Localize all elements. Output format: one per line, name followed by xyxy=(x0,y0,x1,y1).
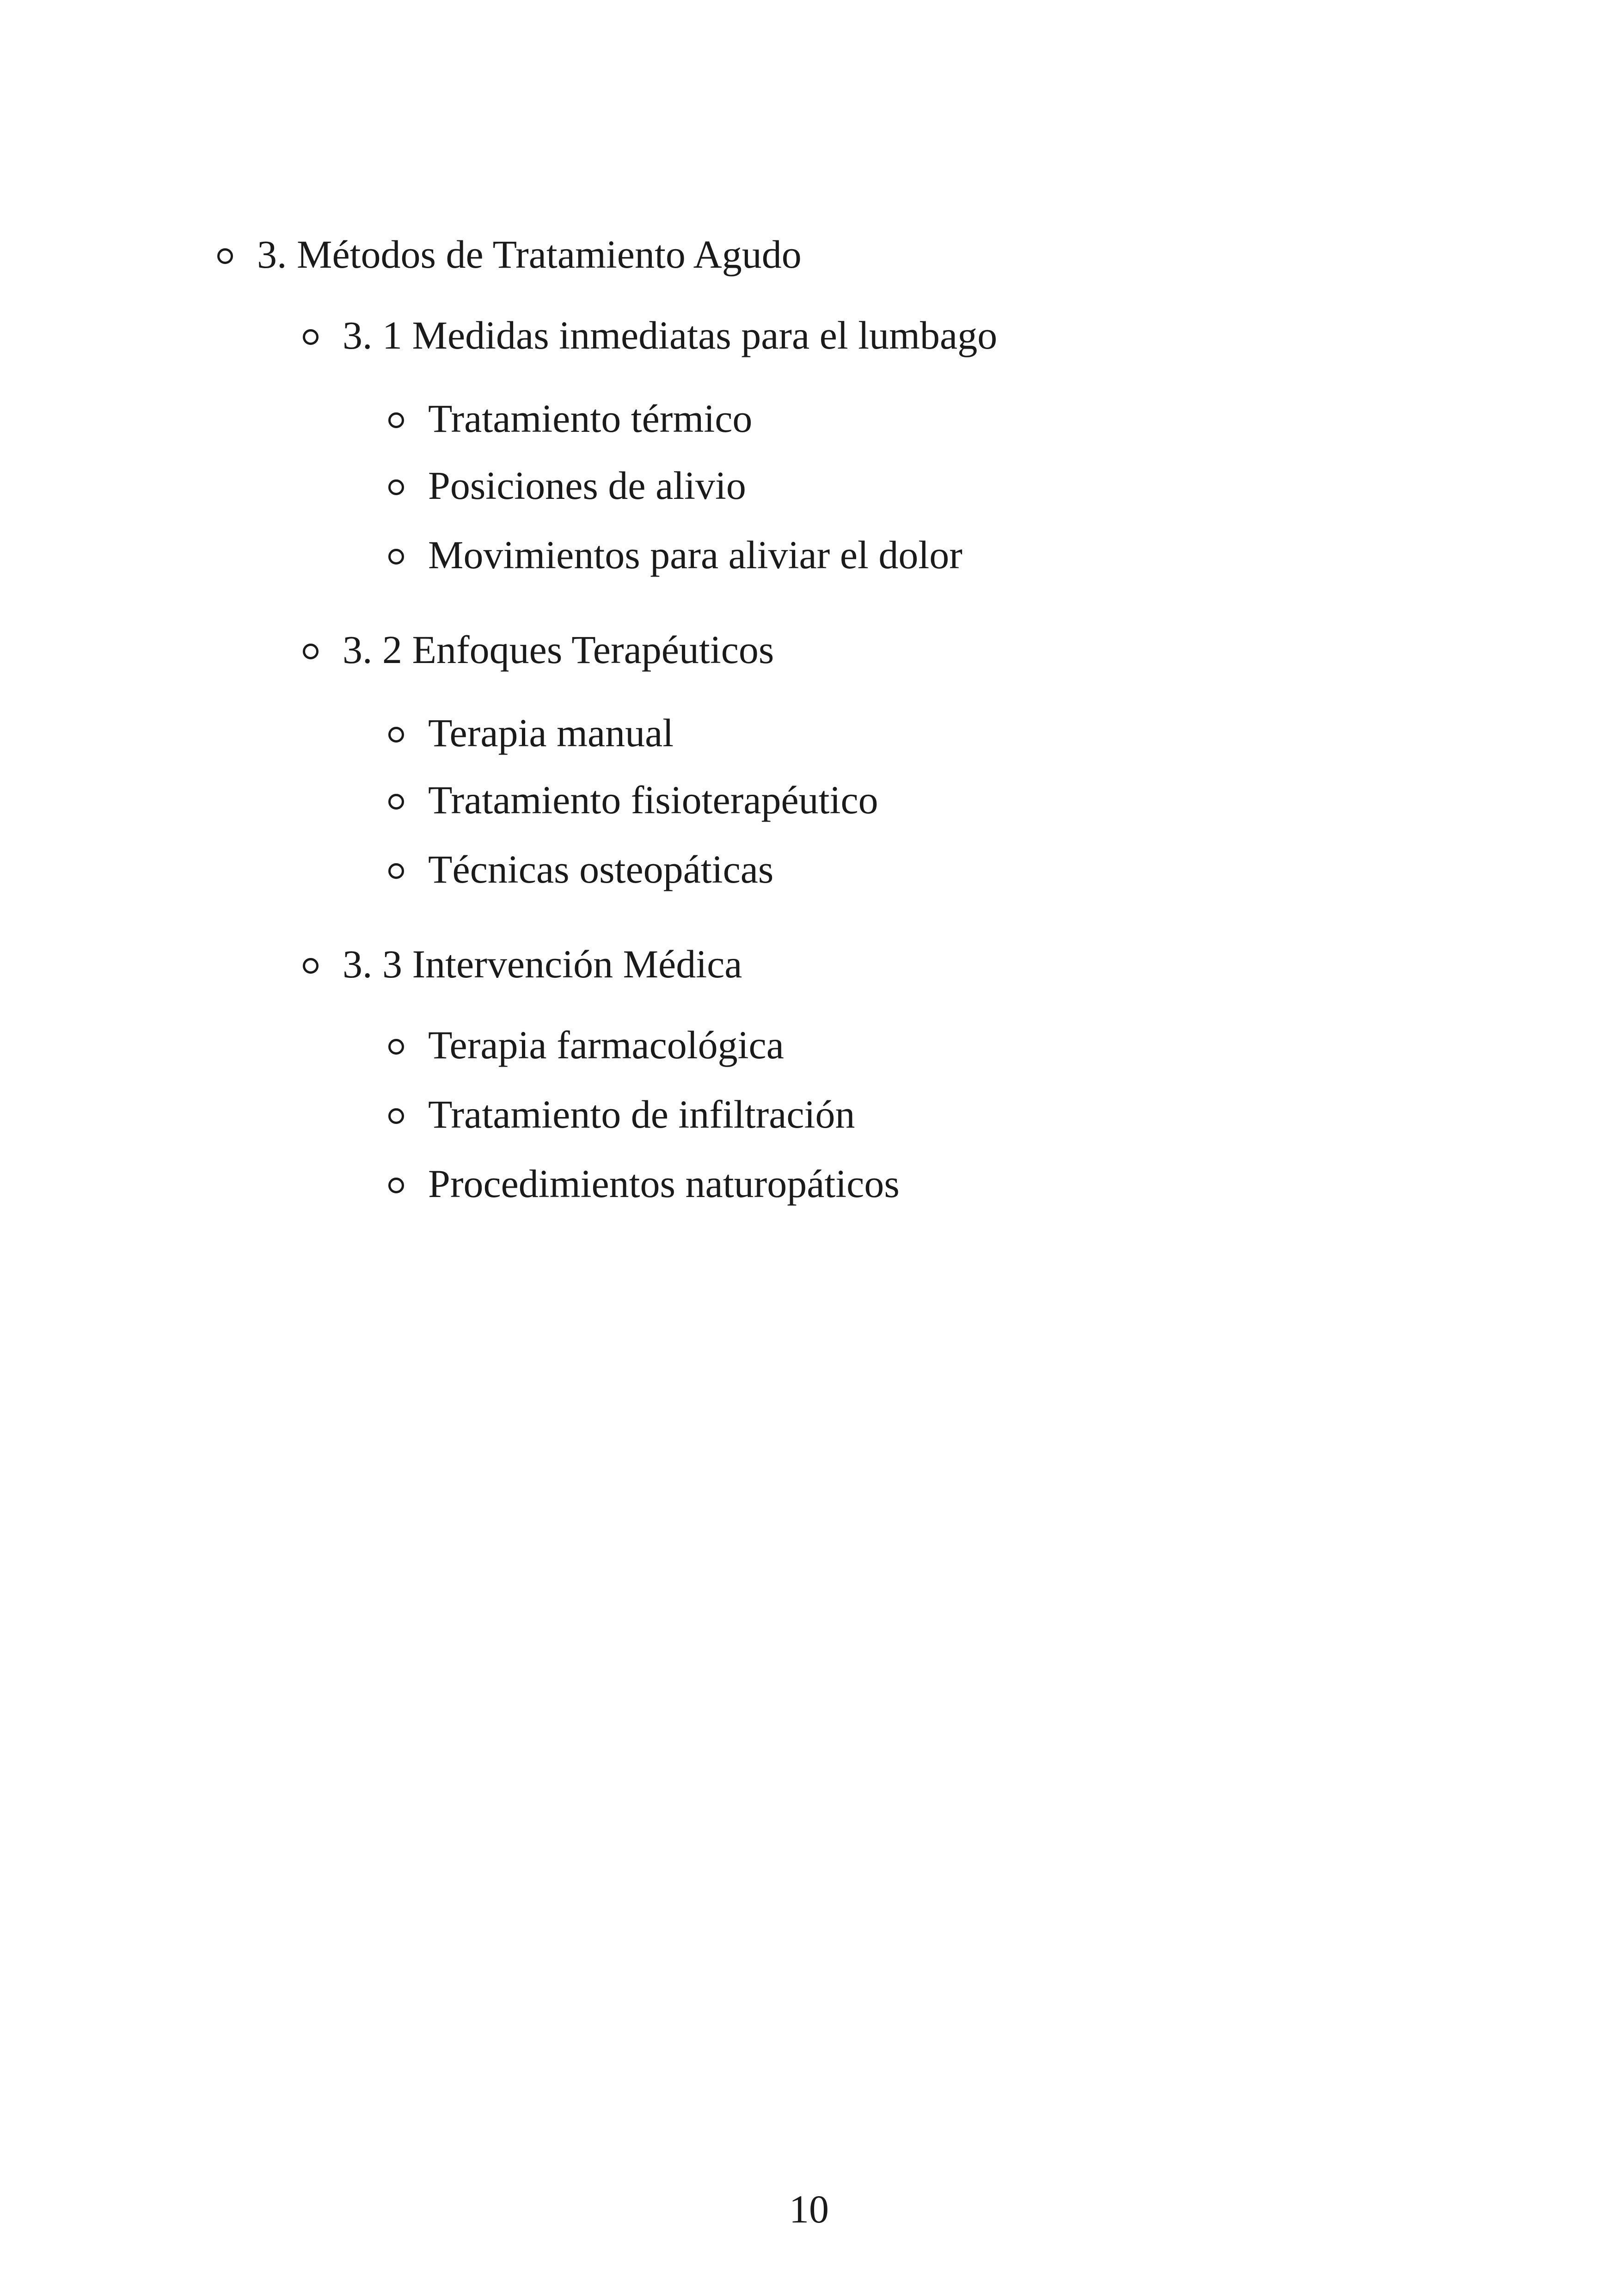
hollow-circle-bullet-icon xyxy=(388,479,404,495)
hollow-circle-bullet-icon xyxy=(388,1108,404,1124)
subitem-label: Tratamiento de infiltración xyxy=(428,1092,855,1136)
subitem-label: Técnicas osteopáticas xyxy=(428,847,774,891)
hollow-circle-bullet-icon xyxy=(303,958,319,974)
outline-subitem xyxy=(388,460,746,511)
outline-section-heading xyxy=(303,624,774,675)
hollow-circle-bullet-icon xyxy=(388,794,404,810)
hollow-circle-bullet-icon xyxy=(388,549,404,565)
subitem-label: Movimientos para aliviar el dolor xyxy=(428,533,962,577)
outline-subitem xyxy=(388,1089,855,1140)
subitem-label: Tratamiento térmico xyxy=(428,396,753,441)
hollow-circle-bullet-icon xyxy=(388,412,404,428)
outline-subitem xyxy=(388,529,962,580)
outline-item-level1 xyxy=(217,229,802,280)
outline-section-heading xyxy=(303,939,742,989)
section-label: 3. 2 Enfoques Terapéuticos xyxy=(343,627,774,672)
page-number: 10 xyxy=(789,2187,829,2231)
subitem-label: Terapia manual xyxy=(428,711,674,755)
hollow-circle-bullet-icon xyxy=(303,329,319,345)
hollow-circle-bullet-icon xyxy=(217,248,233,264)
outline-subitem xyxy=(388,1019,784,1070)
subitem-label: Posiciones de alivio xyxy=(428,463,746,508)
outline-subitem xyxy=(388,774,878,825)
subitem-label: Tratamiento fisioterapéutico xyxy=(428,778,878,822)
outline-subitem xyxy=(388,1158,900,1209)
outline-title: 3. Métodos de Tratamiento Agudo xyxy=(257,232,802,276)
hollow-circle-bullet-icon xyxy=(388,863,404,879)
outline-section-heading xyxy=(303,310,997,361)
hollow-circle-bullet-icon xyxy=(303,644,319,659)
subitem-label: Procedimientos naturopáticos xyxy=(428,1161,900,1206)
section-label: 3. 3 Intervención Médica xyxy=(343,942,742,986)
hollow-circle-bullet-icon xyxy=(388,727,404,743)
outline-subitem xyxy=(388,393,752,444)
subitem-label: Terapia farmacológica xyxy=(428,1023,784,1067)
outline-subitem xyxy=(388,844,773,895)
hollow-circle-bullet-icon xyxy=(388,1039,404,1055)
hollow-circle-bullet-icon xyxy=(388,1178,404,1193)
outline-subitem xyxy=(388,707,674,758)
section-label: 3. 1 Medidas inmediatas para el lumbago xyxy=(343,313,998,357)
